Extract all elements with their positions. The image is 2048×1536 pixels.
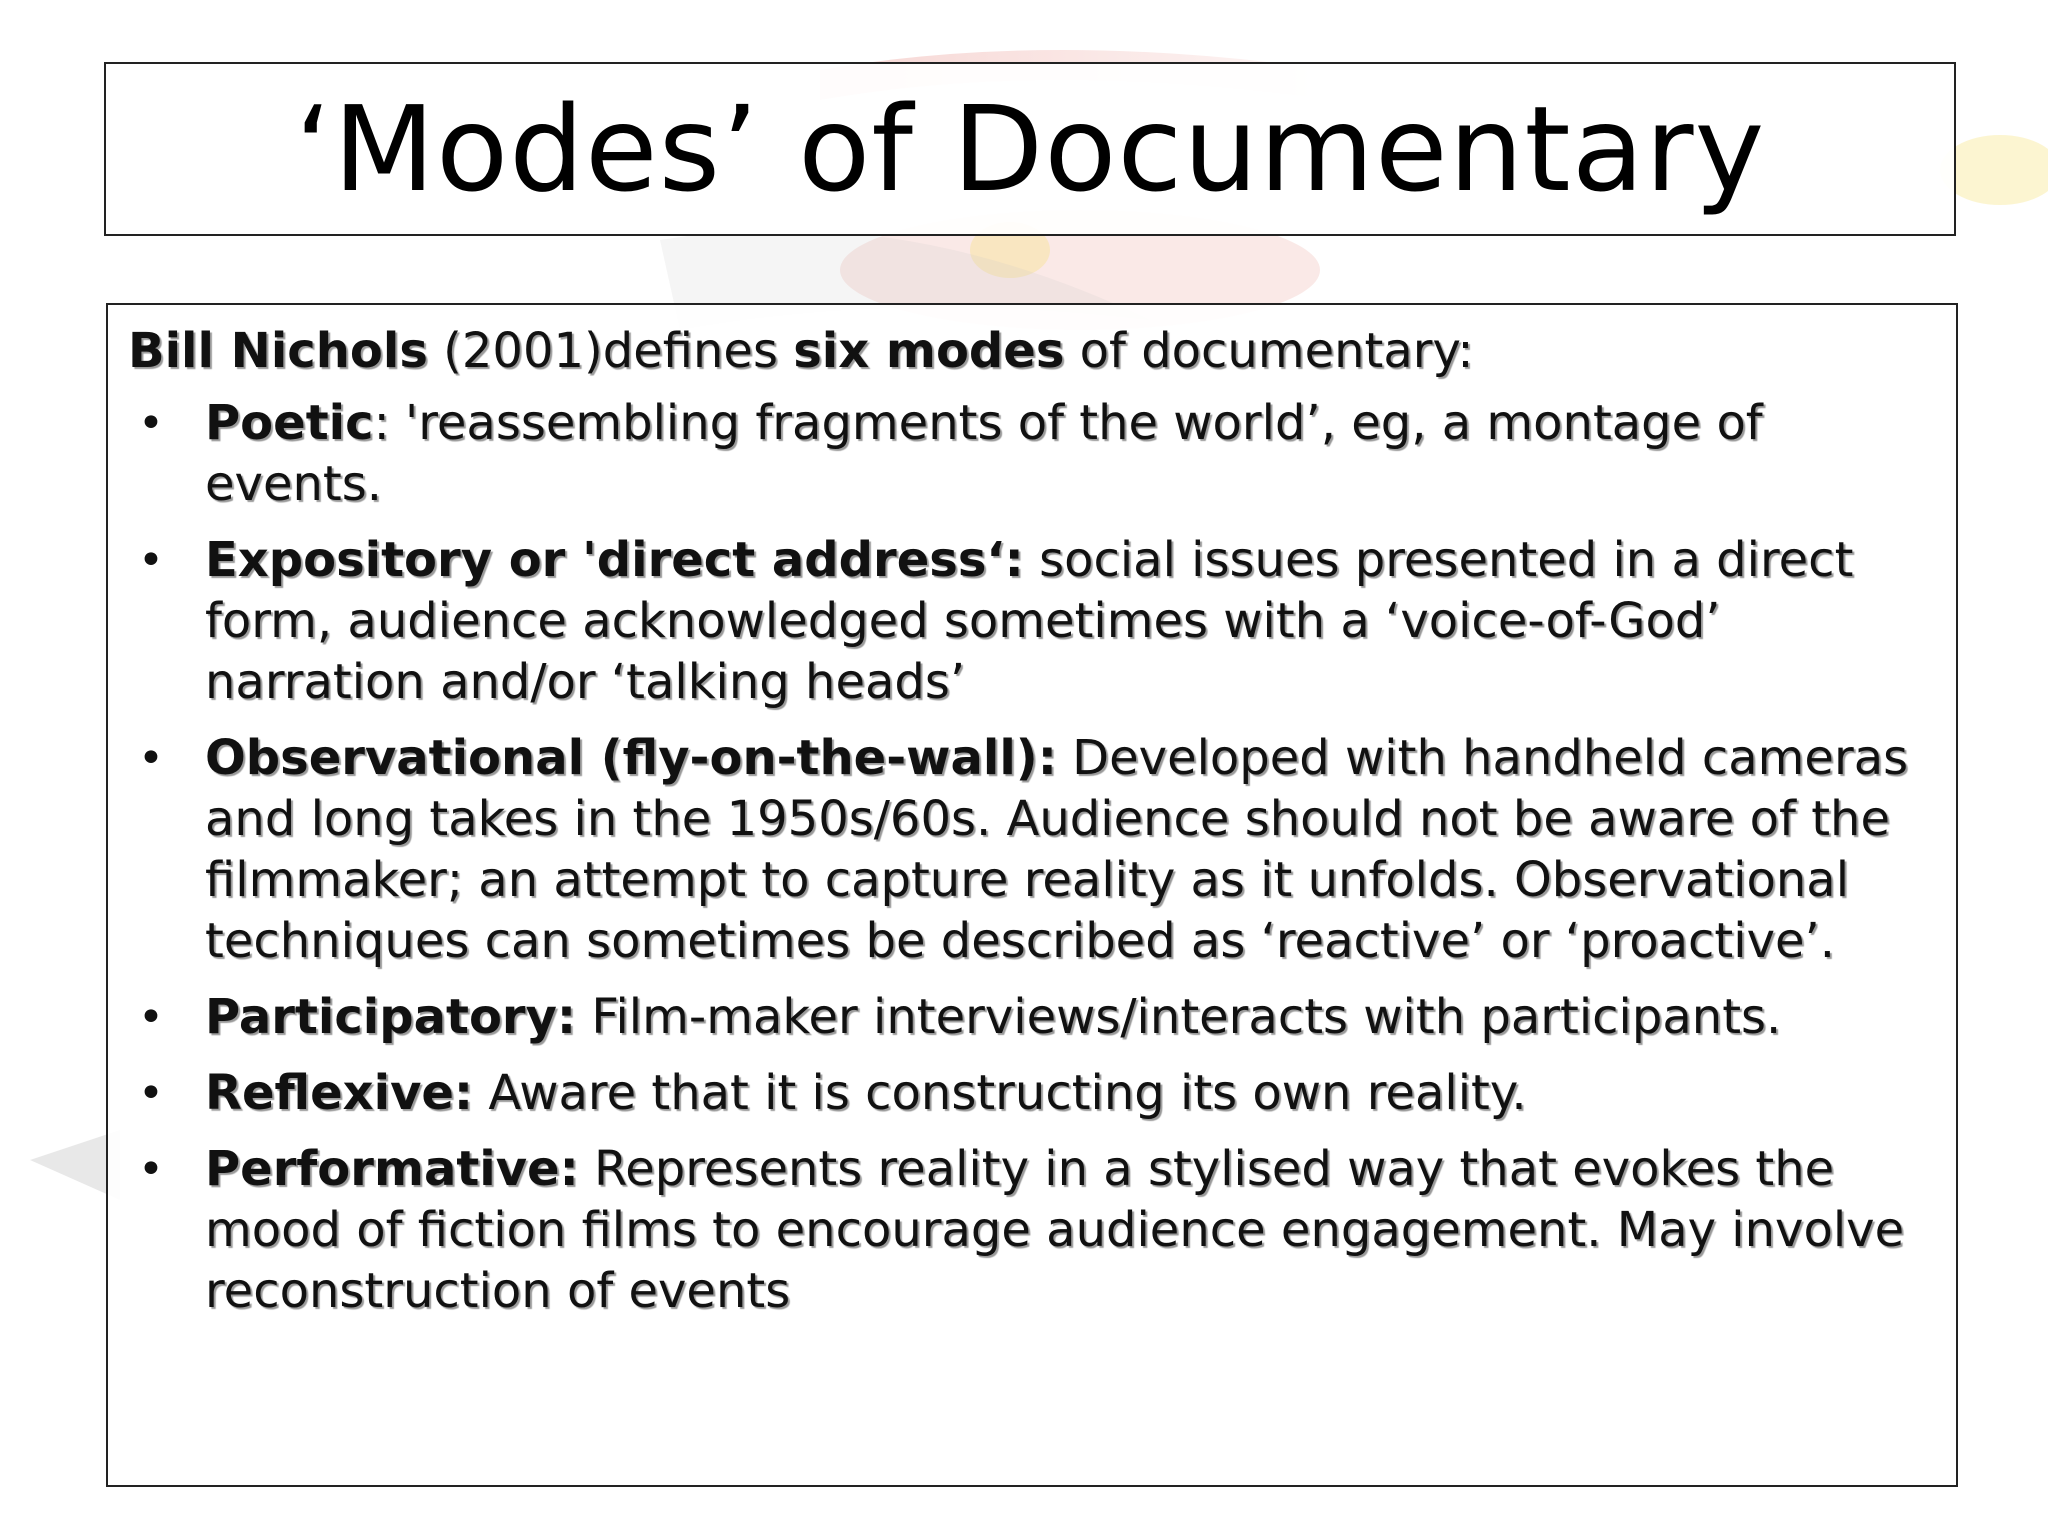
intro-tail: of documentary:	[1064, 323, 1474, 379]
title-box	[104, 62, 1956, 236]
mode-description: Aware that it is constructing its own reality.	[473, 1065, 1527, 1121]
mode-term: Reflexive:	[205, 1065, 474, 1121]
mode-description: Film-maker interviews/interacts with participants.	[576, 989, 1782, 1045]
mode-item-poetic	[128, 393, 1936, 515]
mode-item-observational	[128, 728, 1936, 972]
mode-description: Developed with handheld cameras and long takes in the 1950s/60s. Audience should not be aware of the filmmaker; an attempt to capture reality as it unfolds. Observational techniques can sometimes be described as ‘reactive’ or ‘proactive’.	[205, 730, 1909, 969]
bullet: •	[138, 1144, 164, 1195]
mode-term: Observational (fly-on-the-wall):	[205, 730, 1057, 786]
content-box	[106, 303, 1958, 1487]
mode-term: Participatory:	[205, 989, 577, 1045]
bullet: •	[138, 733, 164, 784]
mode-item-reflexive	[128, 1063, 1936, 1124]
author-name: Bill Nichols	[128, 323, 428, 379]
intro-line	[128, 319, 1936, 383]
mode-term: Poetic	[205, 395, 374, 451]
mode-item-expository	[128, 530, 1936, 713]
mode-description: 'reassembling fragments of the world’, eg, a montage of events.	[205, 395, 1763, 512]
mode-item-performative	[128, 1139, 1936, 1322]
bullet: •	[138, 1068, 164, 1119]
mode-item-participatory	[128, 987, 1936, 1048]
mode-separator: :	[373, 395, 390, 451]
mode-term: Expository or 'direct address‘:	[205, 532, 1024, 588]
modes-list	[128, 393, 1936, 1322]
mode-description: social issues presented in a direct form, audience acknowledged sometimes with a ‘voice-of-God’ narration and/or ‘talking heads’	[205, 532, 1854, 710]
mode-description: Represents reality in a stylised way that evokes the mood of fiction films to encourage audience engagement. May involve reconstruction of events	[205, 1141, 1905, 1319]
bullet: •	[138, 992, 164, 1043]
mode-term: Performative:	[205, 1141, 579, 1197]
intro-year: (2001)defines	[427, 323, 794, 379]
bullet: •	[138, 398, 164, 449]
slide-title: ‘Modes’ of Documentary	[294, 80, 1766, 218]
intro-count: six modes	[793, 323, 1065, 379]
bullet: •	[138, 535, 164, 586]
